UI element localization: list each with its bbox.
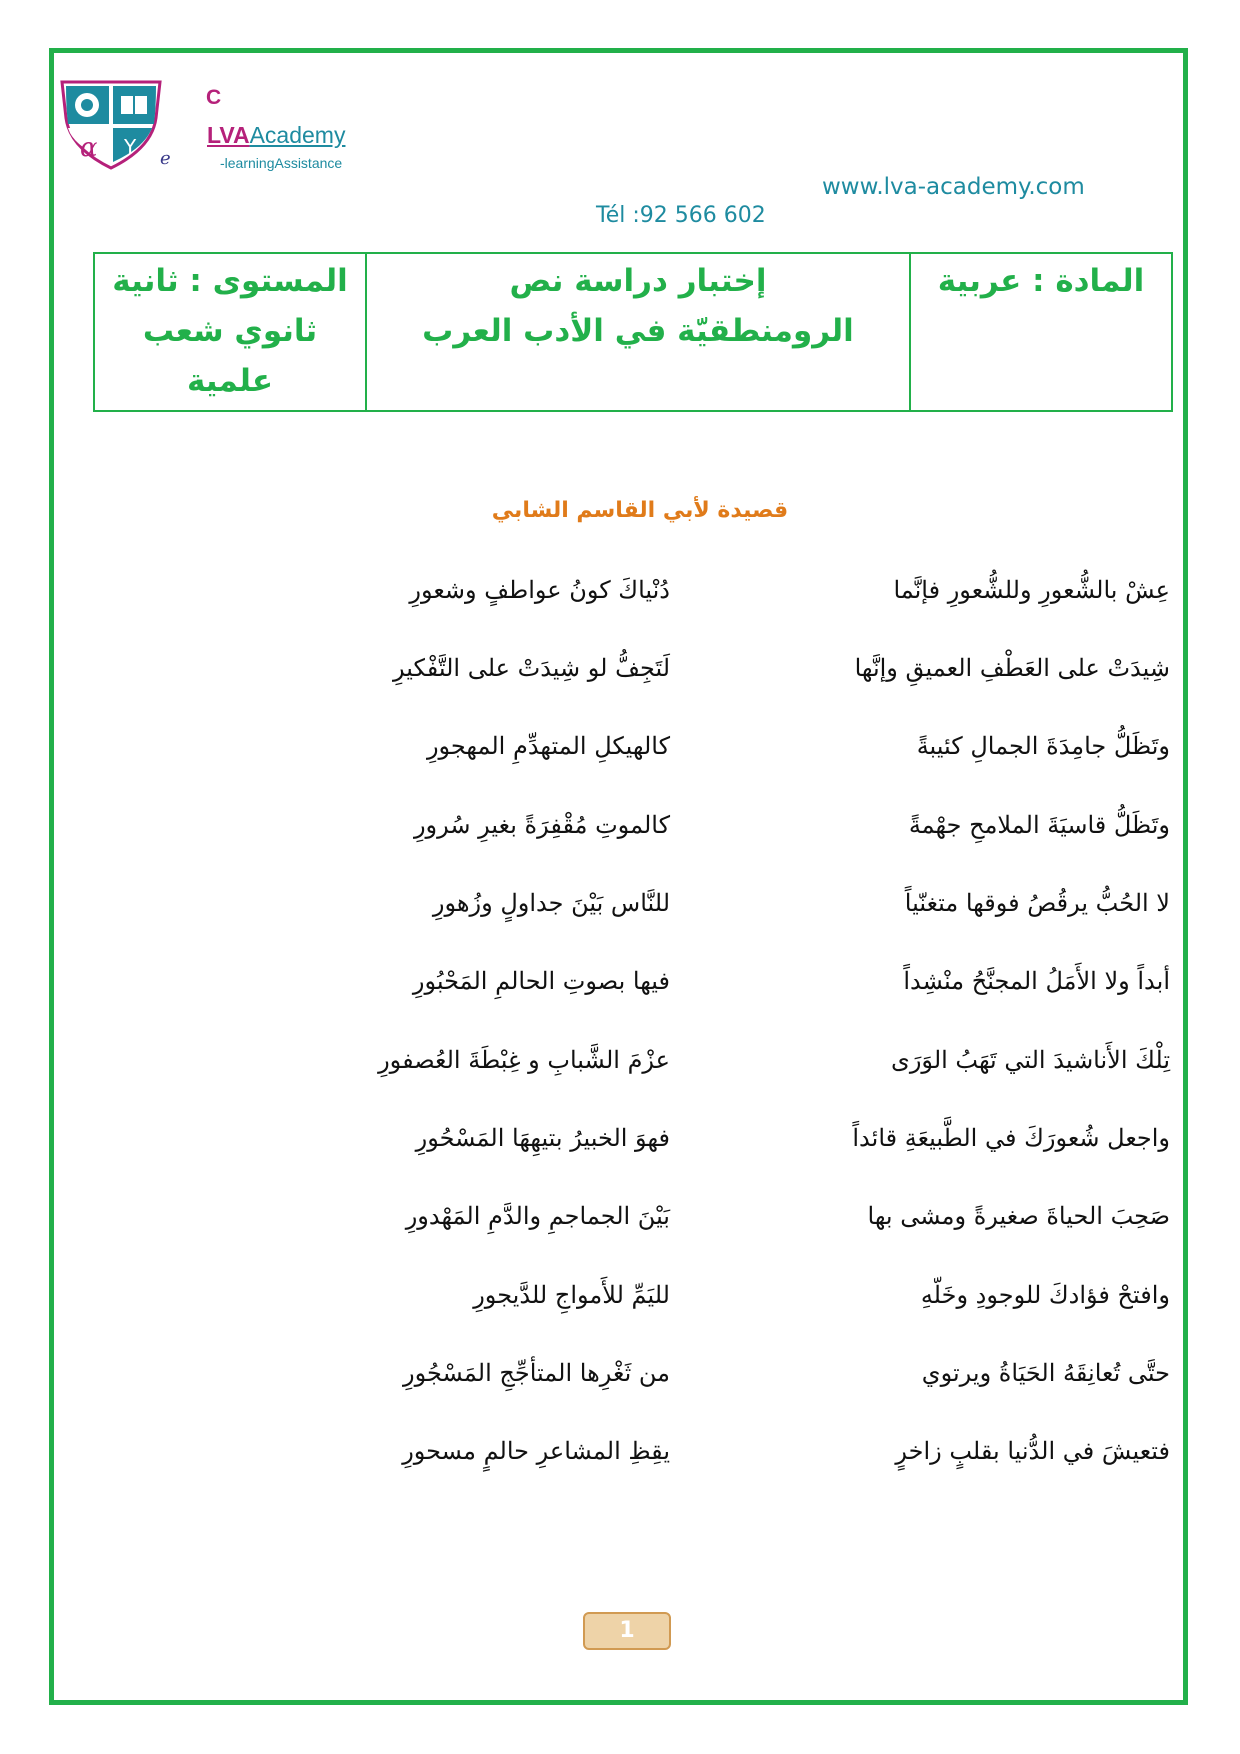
svg-text:Y: Y	[124, 135, 137, 159]
verse-second-hemistich: لليَمِّ للأَمواجِ للدَّيجورِ	[473, 1281, 670, 1309]
verse-first-hemistich: وتَظَلُّ قاسيَةَ الملامحِ جهْمةً	[908, 811, 1170, 839]
verse-second-hemistich: عزْمَ الشَّبابِ و غِبْطَةَ العُصفورِ	[378, 1046, 670, 1074]
verse-second-hemistich: فهوَ الخبيرُ بتيهِهَا المَسْحُورِ	[415, 1124, 670, 1152]
verse-first-hemistich: حتَّى تُعانِقَهُ الحَيَاةُ ويرتوي	[921, 1359, 1170, 1387]
verse-second-hemistich: بَيْنَ الجماجمِ والدَّمِ المَهْدورِ	[405, 1202, 670, 1230]
level-line-2: ثانوي شعب	[142, 313, 318, 349]
subject-label: المادة : عربية	[937, 263, 1145, 299]
exam-title-line-2: الرومنطقيّة في الأدب العرب	[422, 313, 854, 349]
verse-first-hemistich: تِلْكَ الأَناشيدَ التي تَهَبُ الوَرَى	[891, 1046, 1170, 1074]
exam-title-cell	[366, 253, 910, 411]
verse-first-hemistich: أبداً ولا الأَمَلُ المجنَّحُ منْشِداً	[903, 967, 1170, 995]
academy-shield-logo-icon	[58, 78, 164, 170]
brand-name	[207, 122, 345, 149]
logo-letter: e	[160, 148, 171, 169]
subject-cell	[910, 253, 1172, 411]
verse-second-hemistich: فيها بصوتِ الحالمِ المَحْبُورِ	[412, 967, 670, 995]
verse-second-hemistich: من ثَغْرِها المتأجِّجِ المَسْجُورِ	[403, 1359, 670, 1387]
verse-first-hemistich: فتعيشَ في الدُّنيا بقلبٍ زاخرٍ	[895, 1437, 1170, 1465]
verse-first-hemistich: لا الحُبُّ يرقُصُ فوقها متغنّياً	[904, 889, 1170, 917]
level-line-1: المستوى : ثانية	[112, 263, 348, 299]
verse-second-hemistich: دُنْياكَ كونُ عواطفٍ وشعورِ	[409, 576, 670, 604]
verse-first-hemistich: عِشْ بالشُّعورِ وللشُّعورِ فإنَّما	[893, 576, 1170, 604]
website-link[interactable]: www.lva-academy.com	[822, 174, 1085, 200]
poem-title: قصيدة لأبي القاسم الشابي	[491, 498, 789, 523]
level-line-3: علمية	[186, 363, 274, 399]
verse-second-hemistich: لَتَجِفُّ لو شِيدَتْ على التَّفْكيرِ	[392, 654, 670, 682]
page-number: 1	[583, 1612, 671, 1650]
svg-text:α: α	[80, 133, 98, 163]
verse-second-hemistich: كالهيكلِ المتهدِّمِ المهجورِ	[426, 732, 670, 760]
verse-first-hemistich: صَحِبَ الحياةَ صغيرةً ومشى بها	[867, 1202, 1170, 1230]
verse-first-hemistich: وافتحْ فؤادكَ للوجودِ وخَلّهِ	[920, 1281, 1170, 1309]
brand-letter: C	[206, 86, 222, 109]
exam-info-table	[93, 252, 1173, 412]
verse-second-hemistich: كالموتِ مُقْفِرَةً بغيرِ سُرورِ	[413, 811, 670, 839]
verse-second-hemistich: يقِظِ المشاعرِ حالمٍ مسحورِ	[402, 1437, 670, 1465]
brand-name-lva: LVA	[207, 122, 250, 148]
verse-second-hemistich: للنَّاس بَيْنَ جداولٍ وزُهورِ	[432, 889, 670, 917]
exam-title-line-1: إختبار دراسة نص	[509, 263, 767, 299]
brand-tagline: -learningAssistance	[220, 155, 343, 171]
verse-first-hemistich: شِيدَتْ على العَطْفِ العميقِ وإنَّها	[854, 654, 1170, 682]
verse-first-hemistich: وتَظَلُّ جامِدَةَ الجمالِ كئيبةً	[916, 732, 1170, 760]
verse-first-hemistich: واجعل شُعورَكَ في الطَّبيعَةِ قائداً	[852, 1124, 1170, 1152]
level-cell	[94, 253, 366, 411]
brand-name-academy: Academy	[249, 122, 346, 148]
phone-number: Tél :92 566 602	[596, 203, 766, 228]
